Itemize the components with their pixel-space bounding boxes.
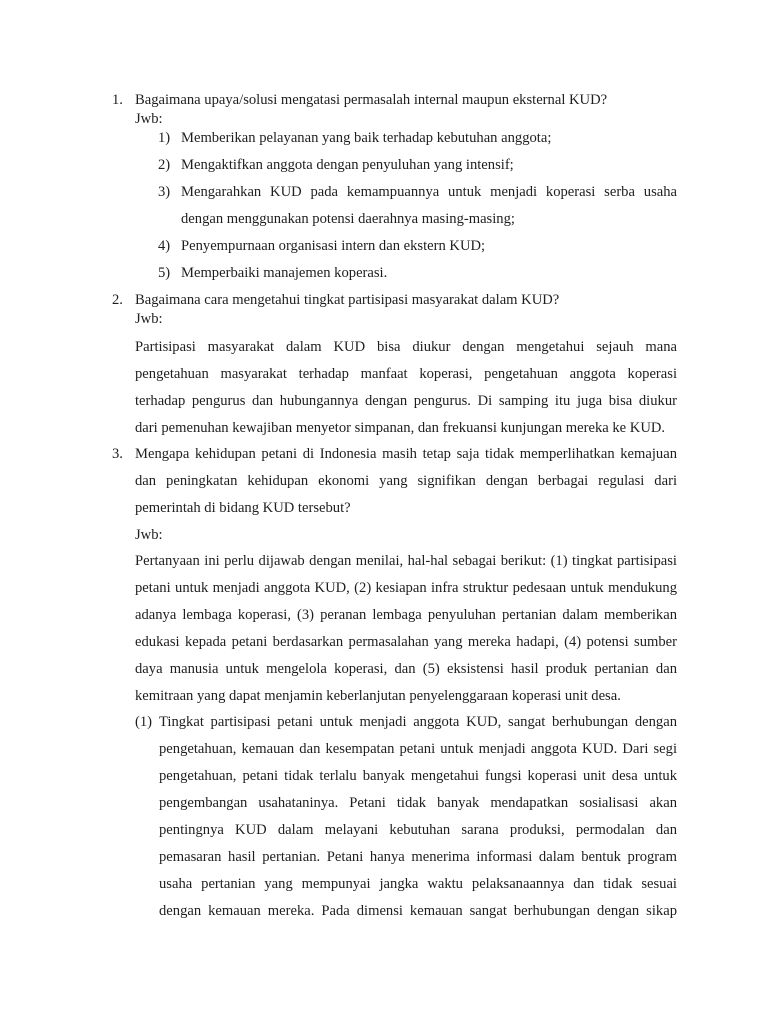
q2-jwb: Jwb: [135,311,163,327]
q3-point-1-line-1: Tingkat partisipasi petani untuk menjadi anggota KUD, sangat berhubungan dengan [159,714,677,730]
q2-answer-line-4: dari pemenuhan kewajiban menyetor simpanan, dan frekuansi kunjungan mereka ke KUD. [135,420,666,436]
q3-answer-line-5: daya manusia untuk mengelola koperasi, dan (5) eksistensi hasil produk pertanian dan [135,661,677,677]
q3-point-1-number: (1) [135,714,153,730]
q3-point-1-line-2: pengetahuan, kemauan dan kesempatan petani untuk menjadi anggota KUD. Dari segi [159,741,677,757]
q3-answer-line-6: kemitraan yang dapat menjamin keberlanjutan penyelenggaraan koperasi unit desa. [135,688,621,704]
q1-item-2-text: Mengaktifkan anggota dengan penyuluhan yang intensif; [181,157,514,173]
q3-point-1-line-4: pengembangan usahataninya. Petani tidak banyak mendapatkan sosialisasi akan [159,795,677,811]
q1-item-3-number: 3) [158,184,171,200]
q1-item-2-number: 2) [158,157,171,173]
q3-jwb: Jwb: [135,527,163,543]
q3-question-line-1: Mengapa kehidupan petani di Indonesia masih tetap saja tidak memperlihatkan kemajuan [135,446,677,462]
q2-answer-line-3: terhadap pengurus dan hubungannya dengan pengurus. Di samping itu juga bisa diukur [135,393,677,409]
q3-question-line-3: pemerintah di bidang KUD tersebut? [135,500,351,516]
q1-jwb: Jwb: [135,111,163,127]
q2-question: Bagaimana cara mengetahui tingkat partisipasi masyarakat dalam KUD? [135,292,560,308]
q3-answer-line-3: adanya lembaga koperasi, (3) peranan lembaga penyuluhan pertanian dalam memberikan [135,607,677,623]
q3-point-1-line-7: usaha pertanian yang mempunyai jangka waktu pelaksanaannya dan tidak sesuai [159,876,677,892]
q2-answer-line-2: pengetahuan masyarakat terhadap manfaat koperasi, pengetahuan anggota koperasi [135,366,677,382]
q3-answer-line-4: edukasi kepada petani berdasarkan permasalahan yang mereka hadapi, (4) potensi sumber [135,634,677,650]
q1-number: 1. [112,92,123,108]
q1-item-1-number: 1) [158,130,171,146]
q1-item-4-number: 4) [158,238,171,254]
q1-item-5-number: 5) [158,265,171,281]
q1-item-3-text-line-1: Mengarahkan KUD pada kemampuannya untuk menjadi koperasi serba usaha [181,184,677,200]
q1-item-4-text: Penyempurnaan organisasi intern dan ekstern KUD; [181,238,486,254]
q3-answer-line-1: Pertanyaan ini perlu dijawab dengan menilai, hal-hal sebagai berikut: (1) tingkat partisipasi [135,553,677,569]
q2-answer-line-1: Partisipasi masyarakat dalam KUD bisa diukur dengan mengetahui sejauh mana [135,339,677,355]
q3-answer-line-2: petani untuk menjadi anggota KUD, (2) kesiapan infra struktur pedesaan untuk mendukung [135,580,677,596]
q1-question: Bagaimana upaya/solusi mengatasi permasalah internal maupun eksternal KUD? [135,92,608,108]
q1-item-5-text: Memperbaiki manajemen koperasi. [181,265,388,281]
q3-point-1-line-8: dengan kemauan mereka. Pada dimensi kemauan sangat berhubungan dengan sikap [159,903,677,919]
q1-item-1-text: Memberikan pelayanan yang baik terhadap kebutuhan anggota; [181,130,552,146]
q1-item-3-text-line-2: dengan menggunakan potensi daerahnya masing-masing; [181,211,515,227]
q3-point-1-line-5: pentingnya KUD dalam melayani kebutuhan sarana produksi, permodalan dan [159,822,677,838]
q3-question-line-2: dan peningkatan kehidupan ekonomi yang signifikan dengan berbagai regulasi dari [135,473,677,489]
q2-number: 2. [112,292,123,308]
q3-point-1-line-6: pemasaran hasil pertanian. Petani hanya menerima informasi dalam bentuk program [159,849,677,865]
q3-number: 3. [112,446,123,462]
q3-point-1-line-3: pengetahuan, petani tidak terlalu banyak mengetahui fungsi koperasi unit desa untuk [159,768,677,784]
